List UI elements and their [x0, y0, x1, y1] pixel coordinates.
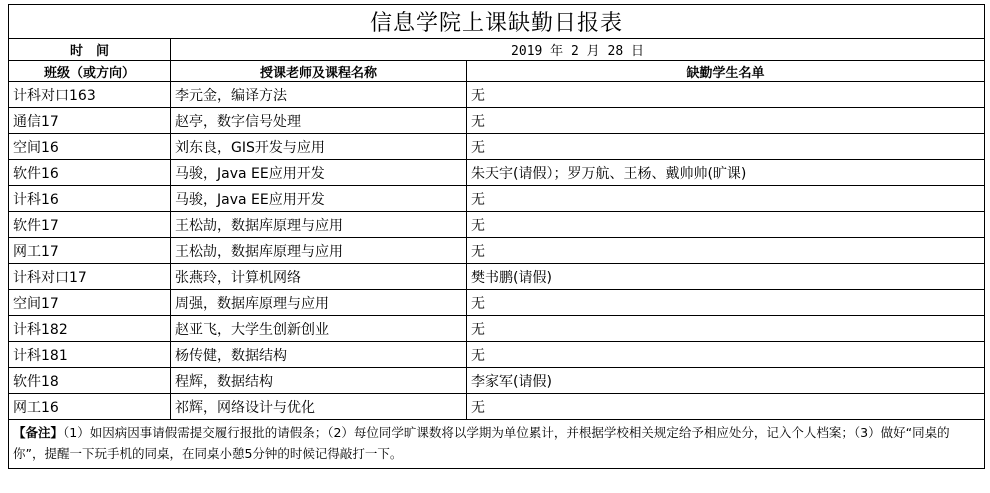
date-row: [9, 39, 985, 61]
teacher-course-cell[interactable]: 程辉，数据结构: [171, 368, 467, 394]
absent-cell[interactable]: 无: [467, 394, 985, 420]
class-cell[interactable]: 计科对口163: [9, 82, 171, 108]
teacher-course-cell[interactable]: 祁辉，网络设计与优化: [171, 394, 467, 420]
table-row: [9, 394, 985, 420]
absent-cell[interactable]: 无: [467, 82, 985, 108]
time-label[interactable]: 时 间: [9, 39, 171, 61]
teacher-course-cell[interactable]: 马骏，Java EE应用开发: [171, 186, 467, 212]
teacher-course-cell[interactable]: 周强，数据库原理与应用: [171, 290, 467, 316]
teacher-course-cell[interactable]: 王松劼，数据库原理与应用: [171, 212, 467, 238]
note-row: [9, 420, 985, 469]
attendance-sheet: [8, 4, 984, 469]
teacher-course-cell[interactable]: 杨传健，数据结构: [171, 342, 467, 368]
table-row: [9, 134, 985, 160]
class-cell[interactable]: 软件16: [9, 160, 171, 186]
class-cell[interactable]: 通信17: [9, 108, 171, 134]
table-row: [9, 264, 985, 290]
table-row: [9, 108, 985, 134]
absent-cell[interactable]: 无: [467, 290, 985, 316]
teacher-course-cell[interactable]: 刘东良，GIS开发与应用: [171, 134, 467, 160]
class-cell[interactable]: 计科对口17: [9, 264, 171, 290]
teacher-course-cell[interactable]: 马骏，Java EE应用开发: [171, 160, 467, 186]
note-label: 【备注】: [13, 425, 64, 440]
table-row: [9, 290, 985, 316]
absent-cell[interactable]: 樊书鹏(请假): [467, 264, 985, 290]
class-cell[interactable]: 空间16: [9, 134, 171, 160]
table-row: [9, 368, 985, 394]
class-cell[interactable]: 计科181: [9, 342, 171, 368]
absent-cell[interactable]: 无: [467, 108, 985, 134]
header-absent[interactable]: 缺勤学生名单: [467, 61, 985, 82]
class-cell[interactable]: 软件17: [9, 212, 171, 238]
absent-cell[interactable]: 无: [467, 342, 985, 368]
class-cell[interactable]: 网工16: [9, 394, 171, 420]
absent-cell[interactable]: 李家军(请假): [467, 368, 985, 394]
teacher-course-cell[interactable]: 赵亭，数字信号处理: [171, 108, 467, 134]
absent-cell[interactable]: 无: [467, 134, 985, 160]
absent-cell[interactable]: 无: [467, 212, 985, 238]
absent-cell[interactable]: 无: [467, 316, 985, 342]
table-row: [9, 160, 985, 186]
table-row: [9, 238, 985, 264]
teacher-course-cell[interactable]: 赵亚飞，大学生创新创业: [171, 316, 467, 342]
table-row: [9, 186, 985, 212]
header-class[interactable]: 班级（或方向）: [9, 61, 171, 82]
class-cell[interactable]: 空间17: [9, 290, 171, 316]
class-cell[interactable]: 计科182: [9, 316, 171, 342]
note-text: （1）如因病因事请假需提交履行报批的请假条；（2）每位同学旷课数将以学期为单位累计，并根据学校相关规定给予相应处分，记入个人档案；（3）做好“同桌的你”，提醒一下玩手机的同桌，在同桌小憩5分钟的时候记得敲打一下。: [13, 425, 950, 461]
table-row: [9, 316, 985, 342]
table-row: [9, 82, 985, 108]
absent-cell[interactable]: 朱天宇(请假）；罗万航、王杨、戴帅帅(旷课): [467, 160, 985, 186]
absent-cell[interactable]: 无: [467, 238, 985, 264]
class-cell[interactable]: 网工17: [9, 238, 171, 264]
class-cell[interactable]: 计科16: [9, 186, 171, 212]
header-teacher-course[interactable]: 授课老师及课程名称: [171, 61, 467, 82]
attendance-table: [8, 4, 985, 469]
table-row: [9, 342, 985, 368]
class-cell[interactable]: 软件18: [9, 368, 171, 394]
absent-cell[interactable]: 无: [467, 186, 985, 212]
date-value[interactable]: 2019 年 2 月 28 日: [171, 39, 985, 61]
note-cell[interactable]: [9, 420, 985, 469]
teacher-course-cell[interactable]: 李元金，编译方法: [171, 82, 467, 108]
title-row: [9, 5, 985, 39]
report-title: 信息学院上课缺勤日报表: [9, 5, 985, 39]
table-row: [9, 212, 985, 238]
teacher-course-cell[interactable]: 张燕玲，计算机网络: [171, 264, 467, 290]
teacher-course-cell[interactable]: 王松劼，数据库原理与应用: [171, 238, 467, 264]
header-row: [9, 61, 985, 82]
